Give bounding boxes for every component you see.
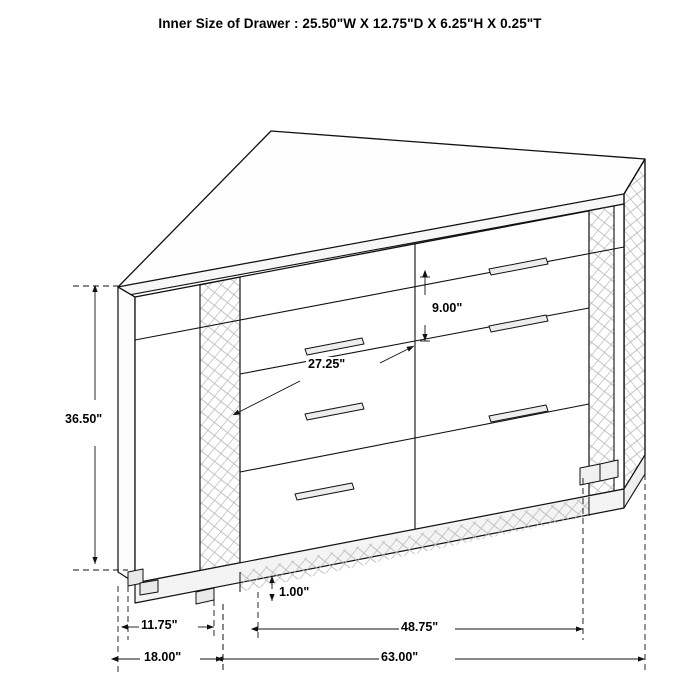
dimension-label-width-overall: 63.00": [381, 650, 419, 664]
dimension-label-front-width-inner: 48.75": [401, 620, 439, 634]
dimension-label-base-height: 1.00": [279, 585, 310, 599]
page-title: Inner Size of Drawer : 25.50"W X 12.75"D X 6.25"H X 0.25"T: [158, 16, 542, 31]
dimension-label-height-overall: 36.50": [65, 412, 103, 426]
dimension-label-drawer-front-width: 27.25": [308, 357, 346, 371]
dimension-label-drawer-front-height: 9.00": [432, 301, 463, 315]
dimension-label-side-depth-inner: 11.75": [141, 618, 178, 632]
dimension-label-depth-overall: 18.00": [144, 650, 182, 664]
